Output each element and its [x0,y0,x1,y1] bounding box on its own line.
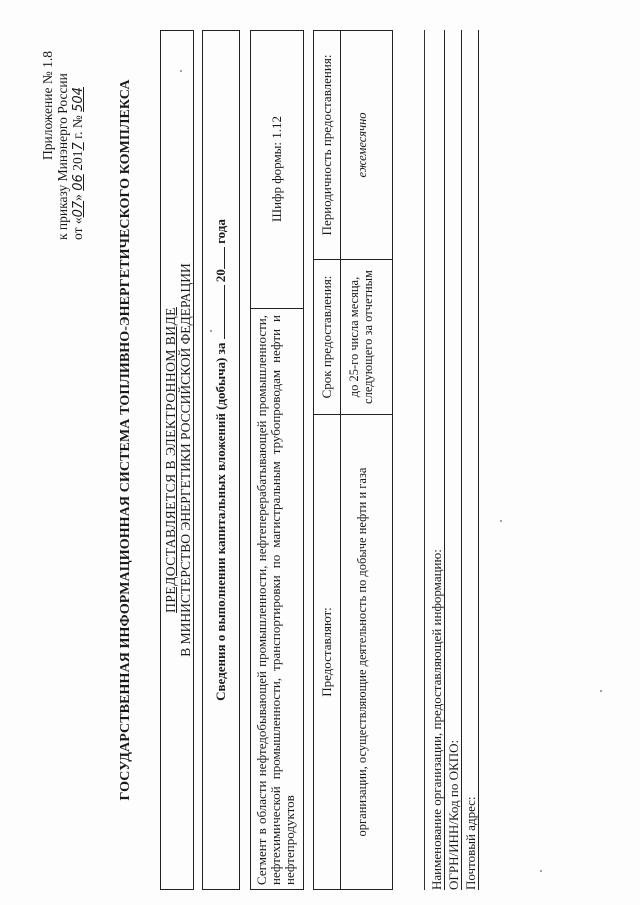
deadline-column [314,259,392,414]
page-title: ГОСУДАРСТВЕННАЯ ИНФОРМАЦИОННАЯ СИСТЕМА ТОПЛИВНО-ЭНЕРГЕТИЧЕСКОГО КОМПЛЕКСА [118,79,133,801]
form-code: Шифр формы: 1.12 [269,115,284,223]
organization-block [430,30,481,890]
periodicity-header: Периодичность предоставления: [314,31,341,259]
report-year-word: года [213,219,228,244]
handwritten-year-digit: 7 [71,142,86,151]
segment-row [250,30,304,890]
handwritten-day: 07 [71,200,86,218]
appendix-date-line: от «07» 06 2017 г. № 504 [70,87,86,240]
submission-banner [160,30,194,890]
organization-name-line: Наименование организации, предоставляющей информацию: [430,30,445,890]
respondents-header: Предоставляют: [314,415,341,889]
report-title: Сведения о выполнении капитальных вложений (добыча) за [213,342,228,701]
appendix-order: к приказу Минэнерго России [55,73,70,240]
submission-terms-table [313,30,393,890]
deadline-value: до 25-го числа месяца, следующего за отчетным [347,270,375,404]
organization-top-rule [424,30,425,890]
periodicity-column [314,31,392,259]
respondents-value: организации, осуществляющие деятельность по добыче нефти и газа [355,467,369,837]
year-blank [224,247,225,269]
appendix-number: Приложение № 1.8 [40,51,55,160]
organization-ids-line: ОГРН/ИНН/Код по ОКПО: [447,30,462,890]
period-blank [224,285,225,339]
handwritten-order-number: 504 [71,87,86,112]
segment-divider [251,308,303,309]
handwritten-month: 06 [71,174,86,191]
organization-address-line: Почтовый адрес: [464,30,479,890]
deadline-header: Срок предоставления: [314,260,341,414]
report-century: 20 [213,269,228,283]
report-title-row [202,30,240,890]
respondents-column [314,414,392,889]
periodicity-value: ежемесячно [355,112,369,178]
segment-description: Сегмент в области нефтедобывающей промышленности, нефтеперерабатывающей промышленности, нефтехимической промышленности, транспортировки по магистральным трубопроводам нефти и нефтепродуктов [254,315,297,885]
appendix-block [40,15,86,240]
submission-banner-line2: В МИНИСТЕРСТВО ЭНЕРГЕТИКИ РОССИЙСКОЙ ФЕДЕРАЦИИ [178,263,193,657]
submission-banner-line1: ПРЕДОСТАВЛЯЕТСЯ В ЭЛЕКТРОННОМ ВИДЕ [163,307,178,613]
